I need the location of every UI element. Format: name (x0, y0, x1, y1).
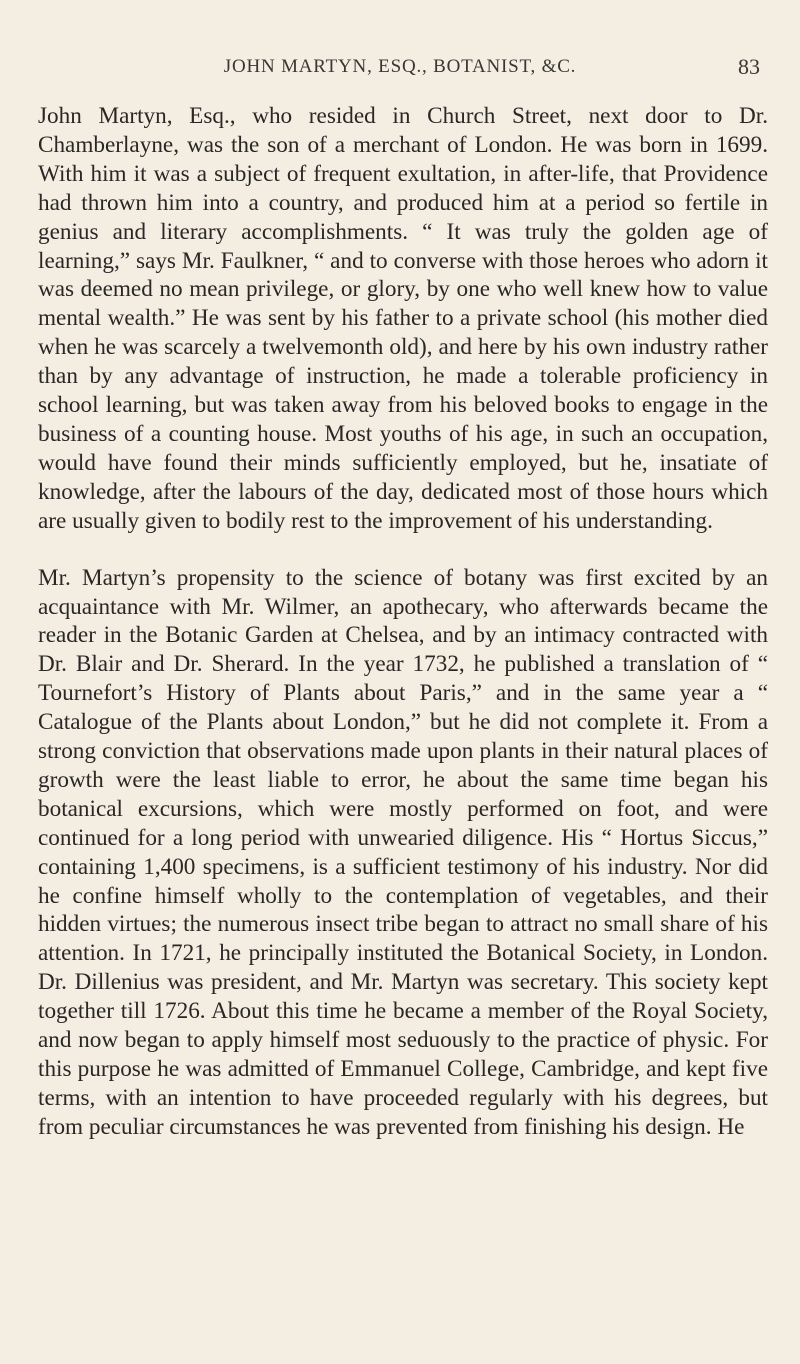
running-title: JOHN MARTYN, ESQ., BOTANIST, &C. (223, 56, 577, 77)
page-number: 83 (738, 54, 760, 79)
body-text (38, 102, 768, 1142)
paragraph-2: Mr. Martyn’s propensity to the science of botany was first excited by an acquaintance with Mr. Wilmer, an apothecary, who afterwards became the reader in the Botanic Garden at Chelsea, and by an intimacy contracted with Dr. Blair and Dr. Sherard. In the year 1732, he published a translation of “ Tournefort’s History of Plants about Paris,” and in the same year a “ Catalogue of the Plants about London,” but he did not complete it. From a strong conviction that observations made upon plants in their natural places of growth were the least liable to error, he about the same time began his botanical excursions, which were mostly performed on foot, and were continued for a long period with unwearied diligence. His “ Hortus Siccus,” containing 1,400 specimens, is a sufficient testimony of his industry. Nor did he confine himself wholly to the contemplation of vegetables, and their hidden virtues; the numerous insect tribe began to attract no small share of his attention. In 1721, he principally instituted the Botanical Society, in London. Dr. Dillenius was president, and Mr. Martyn was secretary. This society kept together till 1726. About this time he became a member of the Royal Society, and now began to apply himself most seduously to the practice of physic. For this purpose he was admitted of Emmanuel College, Cambridge, and kept five terms, with an intention to have proceeded regularly with his degrees, but from peculiar circumstances he was prevented from finishing his design. He (38, 564, 768, 1140)
running-head (0, 56, 800, 86)
paragraph-1: John Martyn, Esq., who resided in Church Street, next door to Dr. Chamberlayne, was the son of a merchant of London. He was born in 1699. With him it was a subject of frequent exultation, in after-life, that Providence had thrown him into a country, and produced him at a period so fertile in genius and literary accomplishments. “ It was truly the golden age of learning,” says Mr. Faulkner, “ and to converse with those heroes who adorn it was deemed no mean privilege, or glory, by one who well knew how to value mental wealth.” He was sent by his father to a private school (his mother died when he was scarcely a twelvemonth old), and here by his own industry rather than by any advantage of instruction, he made a tolerable proficiency in school learning, but was taken away from his beloved books to engage in the business of a counting house. Most youths of his age, in such an occupation, would have found their minds sufficiently employed, but he, insatiate of knowledge, after the labours of the day, dedicated most of those hours which are usually given to bodily rest to the improvement of his understanding. (38, 103, 768, 534)
